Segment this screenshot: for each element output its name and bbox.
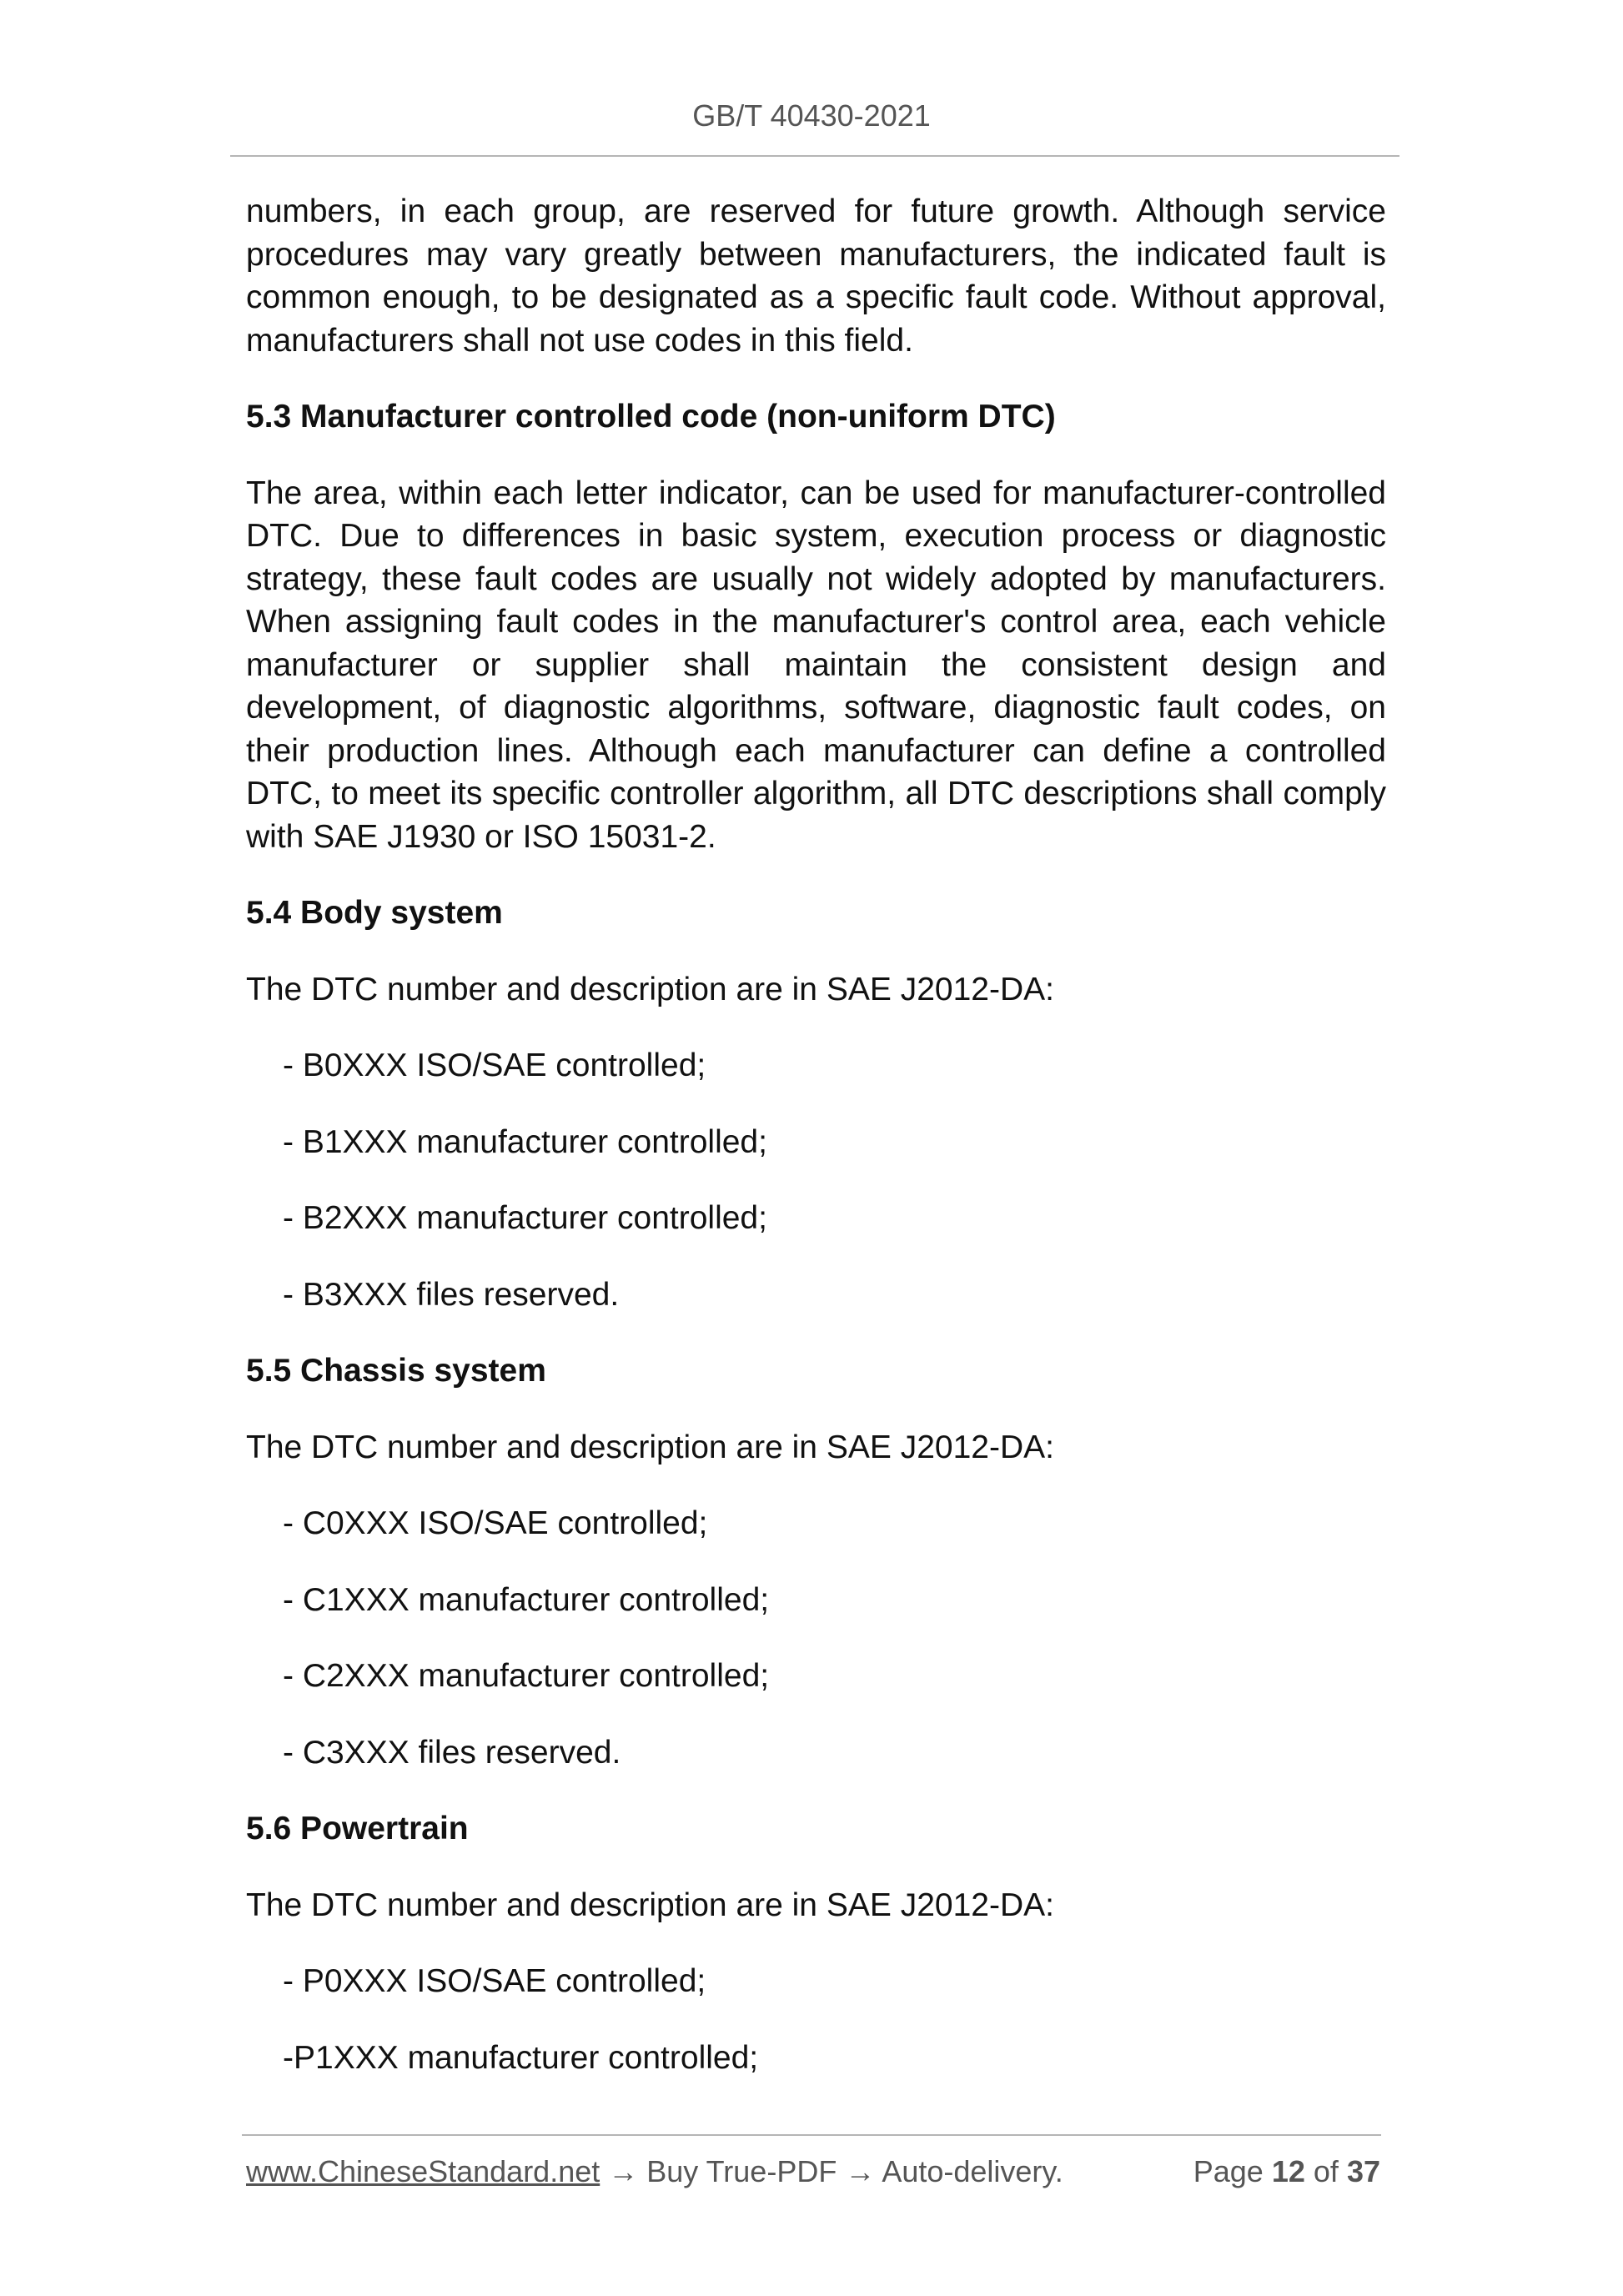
- header-divider: [230, 155, 1399, 157]
- list-item: - B3XXX files reserved.: [283, 1276, 620, 1313]
- page-number: 12: [1271, 2154, 1305, 2188]
- list-item: - B1XXX manufacturer controlled;: [283, 1123, 767, 1160]
- list-item: - B0XXX ISO/SAE controlled;: [283, 1048, 706, 1083]
- document-code-header: GB/T 40430-2021: [692, 98, 931, 133]
- footer-promo: [246, 2154, 1063, 2189]
- page-indicator: [1193, 2154, 1380, 2189]
- list-item: - P0XXX ISO/SAE controlled;: [283, 1963, 706, 1999]
- section-5-3-heading: 5.3 Manufacturer controlled code (non-uniform DTC): [246, 399, 1056, 435]
- list-item: - C2XXX manufacturer controlled;: [283, 1658, 770, 1694]
- list-item: - C1XXX manufacturer controlled;: [283, 1581, 770, 1618]
- list-item: -P1XXX manufacturer controlled;: [283, 2039, 759, 2076]
- section-5-4-paragraph: The DTC number and description are in SAE J2012-DA:: [246, 971, 1054, 1007]
- total-pages: 37: [1346, 2154, 1380, 2188]
- list-item: - B2XXX manufacturer controlled;: [283, 1200, 767, 1236]
- of-label: of: [1313, 2154, 1339, 2188]
- footer-tagline: → Buy True-PDF → Auto-delivery.: [600, 2154, 1063, 2188]
- page-content: [246, 190, 1386, 2079]
- footer-divider: [242, 2134, 1381, 2136]
- intro-paragraph: numbers, in each group, are reserved for future growth. Although service procedures may vary greatly between manufacturers, the indicated fault is common enough, to be designated as a specific fault code. Without approval, manufacturers shall not use codes in this field.: [246, 193, 1386, 359]
- section-5-6-heading: 5.6 Powertrain: [246, 1811, 469, 1846]
- list-item: - C3XXX files reserved.: [283, 1734, 621, 1771]
- website-link[interactable]: www.ChineseStandard.net: [246, 2154, 600, 2188]
- section-5-5-paragraph: The DTC number and description are in SAE J2012-DA:: [246, 1429, 1054, 1465]
- list-item: - C0XXX ISO/SAE controlled;: [283, 1505, 708, 1541]
- section-5-3-paragraph: The area, within each letter indicator, can be used for manufacturer-controlled DTC. Due to differences in basic system, execution process or diagnostic strategy, these fault codes are usually not widely adopted by manufacturers. When assigning fault codes in the manufacturer's control area, each vehicle manufacturer or supplier shall maintain the consistent design and development, of diagnostic algorithms, software, diagnostic fault codes, on their production lines. Although each manufacturer can define a controlled DTC, to meet its specific controller algorithm, all DTC descriptions shall comply with SAE J1930 or ISO 15031-2.: [246, 475, 1386, 855]
- section-5-4-heading: 5.4 Body system: [246, 895, 503, 931]
- section-5-5-heading: 5.5 Chassis system: [246, 1353, 546, 1389]
- section-5-6-paragraph: The DTC number and description are in SAE J2012-DA:: [246, 1887, 1054, 1923]
- page-label: Page: [1193, 2154, 1264, 2188]
